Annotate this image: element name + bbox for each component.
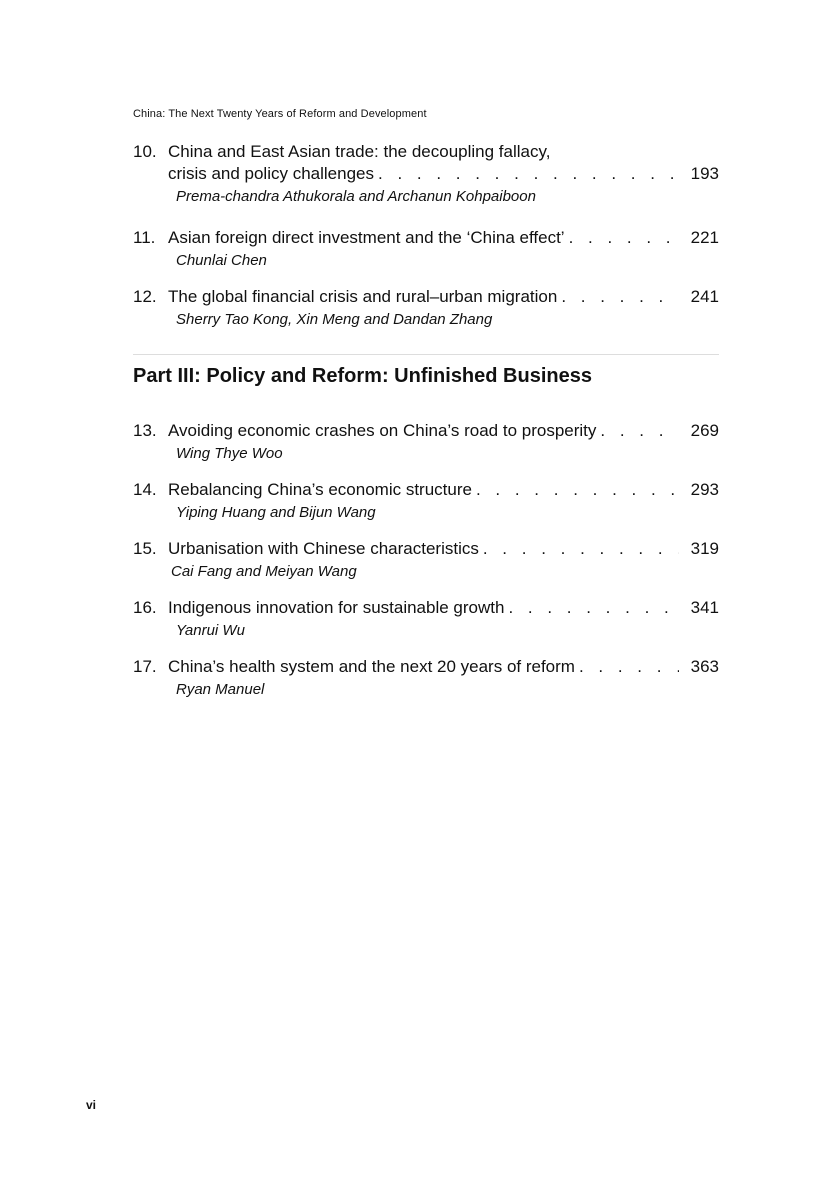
toc-entry-title: Indigenous innovation for sustainable growth — [168, 598, 505, 617]
toc-entry-page: 319 — [690, 539, 719, 558]
toc-entry-page: 241 — [690, 287, 719, 306]
toc-entry-title-line — [133, 538, 719, 560]
toc-entry-number: 11. — [133, 228, 156, 247]
page-folio: vi — [86, 1098, 97, 1112]
toc-entry-14[interactable] — [133, 479, 719, 524]
toc-entry-title: China and East Asian trade: the decoupling fallacy, — [168, 142, 551, 161]
toc-entry-title: Avoiding economic crashes on China’s road to prosperity — [168, 421, 597, 440]
dot-leader — [504, 597, 679, 619]
toc-entry-number: 10. — [133, 142, 157, 161]
toc-entry-title-line — [133, 656, 719, 678]
dot-leader — [557, 286, 679, 308]
toc-entry-12[interactable] — [133, 286, 719, 331]
toc-entry-13[interactable] — [133, 420, 719, 465]
toc-entry-page: 341 — [690, 598, 719, 617]
toc-entry-page: 193 — [690, 164, 719, 183]
toc-entry-title-line — [133, 141, 719, 163]
running-head: China: The Next Twenty Years of Reform and Development — [133, 108, 427, 120]
toc-entry-number: 16. — [133, 598, 157, 617]
toc-entry-15[interactable] — [133, 538, 719, 583]
toc-entry-page: 269 — [690, 421, 719, 440]
toc-entry-title: China’s health system and the next 20 years of reform — [168, 657, 575, 676]
toc-entry-number: 14. — [133, 480, 157, 499]
toc-entry-page: 221 — [690, 228, 719, 247]
dot-leader — [479, 538, 679, 560]
toc-entry-11[interactable] — [133, 227, 719, 272]
toc-entry-title: Asian foreign direct investment and the ‘China effect’ — [168, 228, 565, 247]
toc-entry-number: 13. — [133, 421, 157, 440]
toc-entry-authors: Sherry Tao Kong, Xin Meng and Dandan Zhang — [176, 311, 493, 328]
toc-entry-page: 363 — [690, 657, 719, 676]
part-heading: Part III: Policy and Reform: Unfinished Business — [133, 365, 592, 387]
section-divider — [133, 354, 719, 355]
toc-entry-title: The global financial crisis and rural–urban migration — [168, 287, 558, 306]
toc-entry-authors: Wing Thye Woo — [176, 445, 283, 462]
toc-entry-10[interactable] — [133, 141, 719, 208]
toc-entry-authors: Yiping Huang and Bijun Wang — [176, 504, 376, 521]
toc-entry-title: Urbanisation with Chinese characteristics — [168, 539, 479, 558]
toc-entry-authors: Chunlai Chen — [176, 252, 267, 269]
toc-entry-title-line — [133, 420, 719, 442]
toc-entry-title-line — [133, 286, 719, 308]
toc-entry-authors: Yanrui Wu — [176, 622, 245, 639]
toc-entry-authors: Cai Fang and Meiyan Wang — [171, 563, 357, 580]
toc-entry-title-line — [133, 597, 719, 619]
toc-entry-authors: Prema-chandra Athukorala and Archanun Kohpaiboon — [176, 188, 536, 205]
toc-entry-title: Rebalancing China’s economic structure — [168, 480, 472, 499]
dot-leader — [596, 420, 679, 442]
toc-entry-number: 15. — [133, 539, 157, 558]
toc-entry-title-line — [133, 163, 719, 185]
dot-leader — [472, 479, 679, 501]
toc-entry-title-line — [133, 479, 719, 501]
toc-entry-page: 293 — [690, 480, 719, 499]
dot-leader — [575, 656, 679, 678]
toc-entry-number: 12. — [133, 287, 157, 306]
toc-entry-16[interactable] — [133, 597, 719, 642]
toc-entry-authors: Ryan Manuel — [176, 681, 265, 698]
toc-entry-number: 17. — [133, 657, 157, 676]
toc-entry-title-line — [133, 227, 719, 249]
toc-entry-title: crisis and policy challenges — [168, 164, 374, 183]
toc-entry-17[interactable] — [133, 656, 719, 701]
dot-leader — [565, 227, 679, 249]
dot-leader — [374, 163, 679, 185]
